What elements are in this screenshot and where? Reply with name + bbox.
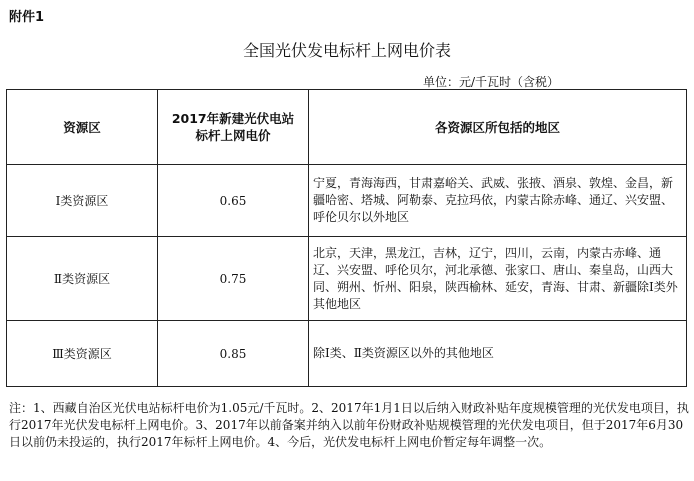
page-title: 全国光伏发电标杆上网电价表 <box>242 41 451 60</box>
unit-label: 单位：元/千瓦时（含税） <box>423 75 560 89</box>
regions-cell: 宁夏，青海海西，甘肃嘉峪关、武威、张掖、酒泉、敦煌、金昌，新疆哈密、塔城、阿勒泰、克拉玛依，内蒙古除赤峰、通辽、兴安盟、呼伦贝尔以外地区 <box>309 165 687 237</box>
header-price-line1: 2017年新建光伏电站 <box>171 111 295 126</box>
table-row <box>7 237 687 321</box>
regions-cell: 除Ⅰ类、Ⅱ类资源区以外的其他地区 <box>309 321 687 387</box>
zone-cell: Ⅲ类资源区 <box>7 321 158 387</box>
price-cell: 0.65 <box>158 165 309 237</box>
header-zone: 资源区 <box>7 90 158 165</box>
header-regions: 各资源区所包括的地区 <box>309 90 687 165</box>
table-row <box>7 321 687 387</box>
price-table <box>6 89 687 387</box>
zone-cell: Ⅱ类资源区 <box>7 237 158 321</box>
zone-cell: Ⅰ类资源区 <box>7 165 158 237</box>
header-price <box>158 90 309 165</box>
header-price-line2: 标杆上网电价 <box>195 128 271 143</box>
regions-cell: 北京，天津，黑龙江，吉林，辽宁，四川，云南，内蒙古赤峰、通辽、兴安盟、呼伦贝尔，河北承德、张家口、唐山、秦皇岛，山西大同、朔州、忻州、阳泉，陕西榆林、延安，青海、甘肃、新疆除Ⅰ类外其他地区 <box>309 237 687 321</box>
attachment-label: 附件1 <box>9 10 45 25</box>
price-cell: 0.75 <box>158 237 309 321</box>
table-row <box>7 165 687 237</box>
price-cell: 0.85 <box>158 321 309 387</box>
table-header-row <box>7 90 687 165</box>
footnote: 注：1、西藏自治区光伏电站标杆电价为1.05元/千瓦时。2、2017年1月1日以后纳入财政补贴年度规模管理的光伏发电项目，执行2017年光伏发电标杆上网电价。3、2017年以前备案并纳入以前年份财政补贴规模管理的光伏发电项目，但于2017年6月30日以前仍未投运的，执行2017年标杆上网电价。4、今后，光伏发电标杆上网电价暂定每年调整一次。 <box>9 401 689 449</box>
